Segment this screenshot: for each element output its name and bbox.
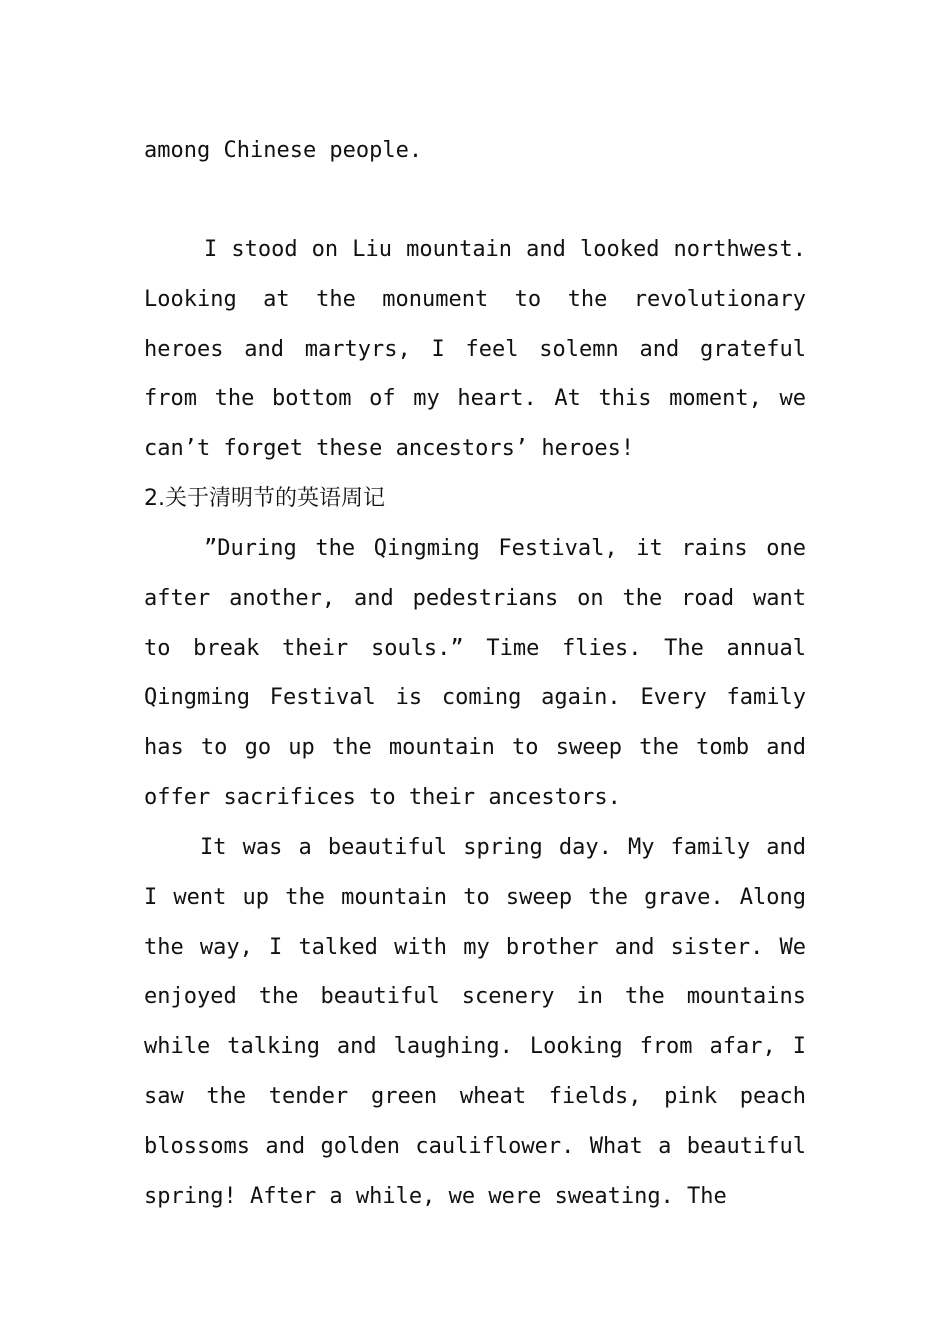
- continued-text-line: among Chinese people.: [144, 138, 423, 163]
- paragraph-liu-mountain: I stood on Liu mountain and looked northwest. Looking at the monument to the revolutionary heroes and martyrs, I feel solemn and grateful from the bottom of my heart. At this moment, we can’t forget these ancestors’ heroes!: [144, 237, 806, 462]
- paragraph-qingming-festival: ”During the Qingming Festival, it rains one after another, and pedestrians on the road want to break their souls.” Time flies. The annual Qingming Festival is coming again. Every family has to go up the mountain to sweep the tomb and offer sacrifices to their ancestors.: [144, 536, 806, 810]
- paragraph-spring-day: It was a beautiful spring day. My family and I went up the mountain to sweep the grave. Along the way, I talked with my brother and sister. We enjoyed the beautiful scenery in the mountains while talking and laughing. Looking from afar, I saw the tender green wheat fields, pink peach blossoms and golden cauliflower. What a beautiful spring! After a while, we were sweating. The: [144, 835, 806, 1209]
- section-heading: 2.关于清明节的英语周记: [144, 486, 385, 511]
